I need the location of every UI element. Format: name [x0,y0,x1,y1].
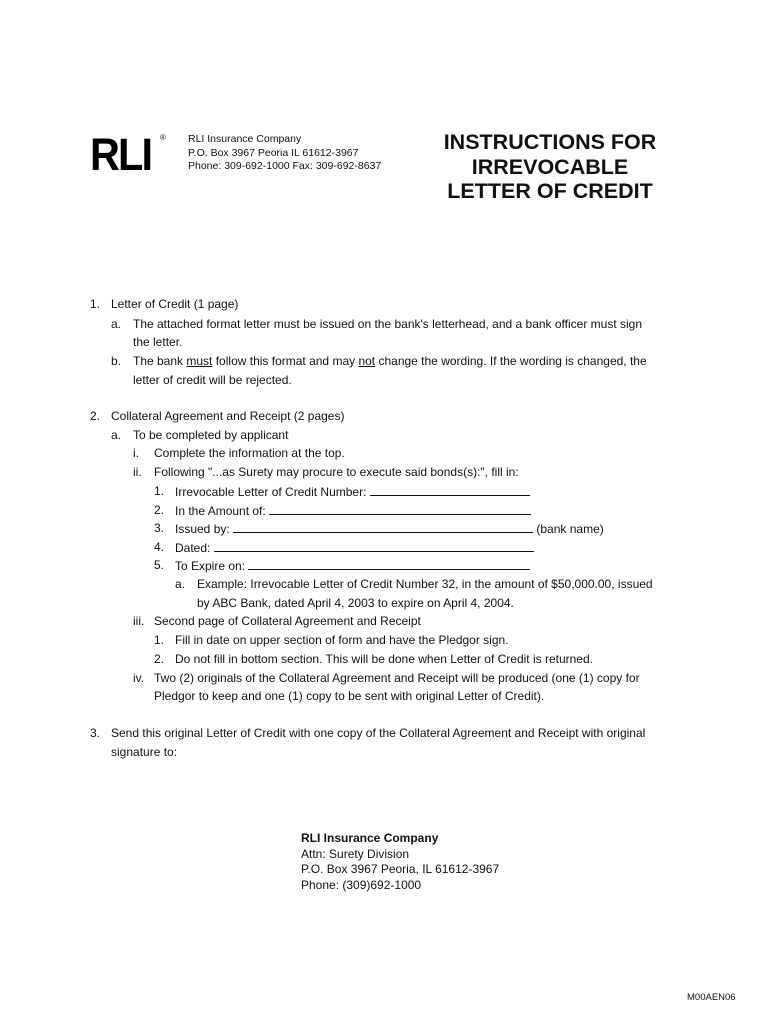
field-4-text: Dated: [175,541,211,555]
mailing-phone: Phone: (309)692-1000 [301,877,422,892]
field-1-label [175,484,530,499]
document-title [420,130,680,204]
item-3-line-2: signature to: [111,745,178,759]
item-2a-iii-marker: iii. [133,614,145,628]
letter-of-credit-number-blank [370,484,530,496]
item-3-number: 3. [90,726,101,740]
mailing-address [301,831,499,893]
example-line-1: Example: Irrevocable Letter of Credit Number 32, in the amount of $50,000.00, issued [197,577,653,591]
item-1b-text-2: follow this format and may [212,354,359,368]
item-3-line-1: Send this original Letter of Credit with one copy of the Collateral Agreement and Receipt with original [111,726,646,740]
item-2a-iv-line-2: Pledgor to keep and one (1) copy to be sent with original Letter of Credit). [154,689,545,703]
issued-by-blank [233,521,533,533]
item-1-number: 1. [90,297,101,311]
title-line-3: LETTER OF CREDIT [447,179,653,203]
item-2a-ii-text: Following "...as Surety may procure to execute said bonds(s):", fill in: [154,465,519,479]
step-1-number: 1. [154,633,165,647]
item-2a-ii-marker: ii. [133,465,142,479]
registered-mark: ® [160,133,166,142]
expire-on-blank [248,558,530,570]
item-1a-marker: a. [111,317,122,331]
item-2a-iv-line-1: Two (2) originals of the Collateral Agreement and Receipt will be produced (one (1) copy for [154,671,640,685]
field-4-number: 4. [154,540,165,554]
field-3-text: Issued by: [175,522,230,536]
dated-blank [214,540,534,552]
field-3-label [175,521,604,536]
form-code: M00AEN06 [687,992,736,1003]
item-1-heading: Letter of Credit (1 page) [111,297,239,311]
item-2a-text: To be completed by applicant [133,428,289,442]
title-line-2: IRREVOCABLE [471,154,629,179]
company-address-block [188,133,381,174]
item-2a-marker: a. [111,428,122,442]
item-2a-iv-marker: iv. [133,671,145,685]
company-phone-fax: Phone: 309-692-1000 Fax: 309-692-8637 [188,160,382,172]
field-3-suffix: (bank name) [536,522,604,536]
amount-blank [269,503,531,515]
company-po-box: P.O. Box 3967 Peoria IL 61612-3967 [188,146,359,159]
item-1b-marker: b. [111,354,122,368]
field-2-text: In the Amount of: [175,504,266,518]
example-marker: a. [175,577,186,591]
item-1a-line-2: the letter. [133,335,183,349]
item-1b-line-2: letter of credit will be rejected. [133,373,292,387]
item-1b-underlined-not: not [358,354,376,368]
field-1-text: Irrevocable Letter of Credit Number: [175,485,367,499]
step-2-text: Do not fill in bottom section. This will be done when Letter of Credit is returned. [175,652,593,666]
field-1-number: 1. [154,484,165,498]
title-line-1: INSTRUCTIONS FOR [443,130,657,154]
mailing-attn: Attn: Surety Division [301,846,410,861]
field-2-number: 2. [154,503,165,517]
item-1b-text-1: The bank [133,354,187,368]
item-1b-text-3: change the wording. If the wording is changed, the [375,354,647,368]
item-2-number: 2. [90,409,101,423]
field-3-number: 3. [154,521,165,535]
company-name: RLI Insurance Company [188,133,302,145]
step-2-number: 2. [154,652,165,666]
field-5-text: To Expire on: [175,559,246,573]
field-5-number: 5. [154,558,165,572]
field-5-label [175,558,530,573]
mailing-po-box: P.O. Box 3967 Peoria, IL 61612-3967 [301,862,500,876]
example-line-2: by ABC Bank, dated April 4, 2003 to expire on April 4, 2004. [197,596,514,610]
item-2a-iii-text: Second page of Collateral Agreement and Receipt [154,614,421,628]
rli-logo: RLI [90,129,152,180]
field-2-label [175,503,531,518]
item-1b-underlined-must: must [186,354,213,368]
item-2-heading: Collateral Agreement and Receipt (2 pages) [111,409,345,423]
field-4-label [175,540,534,555]
item-1a-line-1: The attached format letter must be issued on the bank's letterhead, and a bank officer must sign [133,317,643,331]
item-2a-i-marker: i. [133,446,139,460]
step-1-text: Fill in date on upper section of form and have the Pledgor sign. [175,633,509,647]
item-2a-i-text: Complete the information at the top. [154,446,345,460]
item-1b-line-1 [133,354,647,368]
mailing-company: RLI Insurance Company [301,831,439,845]
